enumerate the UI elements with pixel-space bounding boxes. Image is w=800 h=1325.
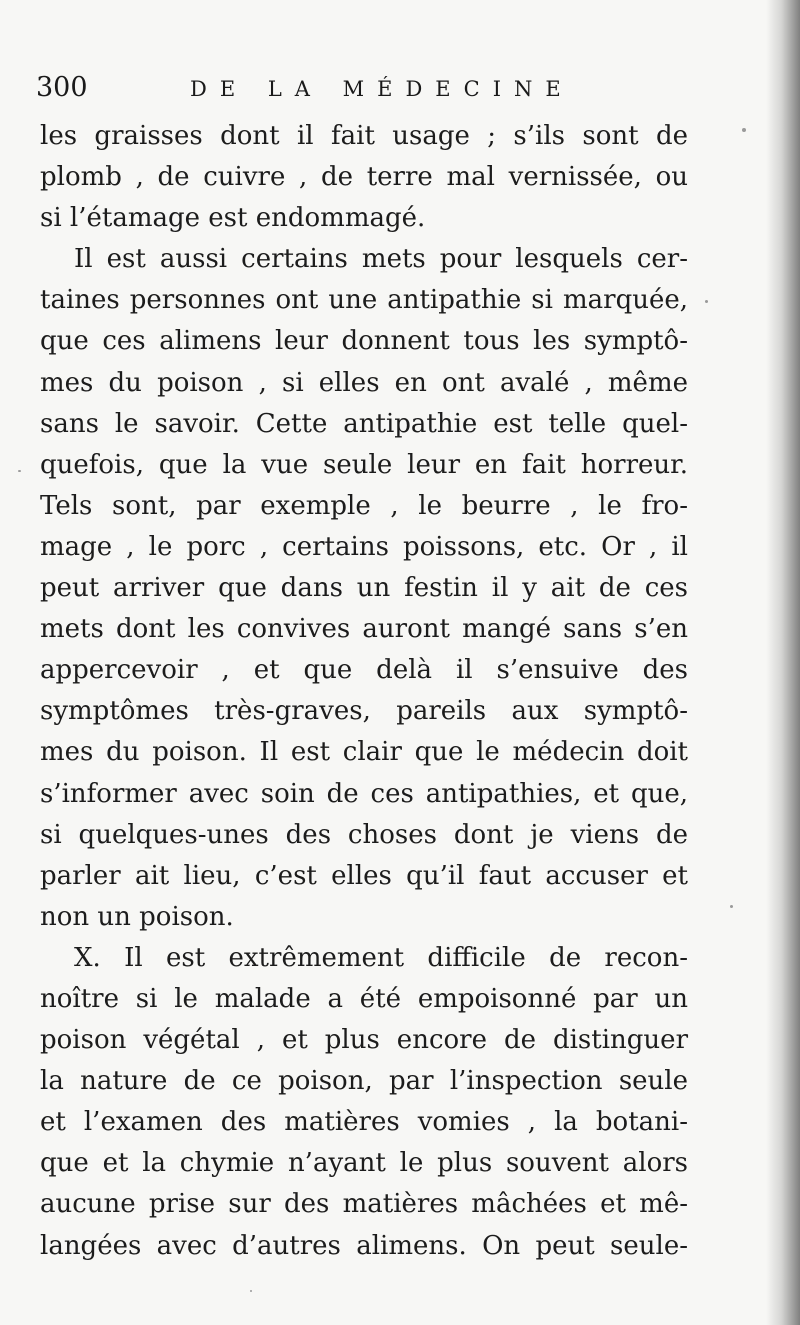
text-line: mes du poison. Il est clair que le médecin doit [40,737,688,768]
text-line: non un poison. [40,901,234,932]
text-line: mets dont les convives auront mangé sans s’en [40,614,688,645]
text-line: peut arriver que dans un festin il y ait de ces [40,573,688,604]
paper-speck [705,300,708,303]
text-line: et l’examen des matières vomies , la botani- [40,1107,688,1138]
text-line: que ces alimens leur donnent tous les symptô- [40,326,688,357]
text-line: appercevoir , et que delà il s’ensuive des [40,655,688,686]
text-line: parler ait lieu, c’est elles qu’il faut accuser et [40,860,688,891]
text-line: quefois, que la vue seule leur en fait horreur. [40,449,688,480]
text-line: que et la chymie n’ayant le plus souvent alors [40,1148,688,1179]
paper-speck [250,1290,252,1292]
text-line: plomb , de cuivre , de terre mal vernissée, ou [40,162,688,193]
text-line: si quelques-unes des choses dont je viens de [40,819,688,850]
text-line: symptômes très-graves, pareils aux symptô- [40,696,688,727]
text-line: mage , le porc , certains poissons, etc. Or , il [40,531,688,562]
text-line: mes du poison , si elles en ont avalé , même [40,367,688,398]
text-line: les graisses dont il fait usage ; s’ils sont de [40,121,688,151]
body-text [40,116,688,1267]
text-line: aucune prise sur des matières mâchées et mê- [40,1189,688,1220]
text-line: la nature de ce poison, par l’inspection seule [40,1066,688,1097]
text-line: sans le savoir. Cette antipathie est telle quel- [40,408,688,439]
paper-speck [742,128,746,132]
text-line: taines personnes ont une antipathie si marquée, [40,285,688,316]
text-line: Il est aussi certains mets pour lesquels cer- [74,244,688,275]
text-line: si l’étamage est endommagé. [40,203,426,234]
text-line: poison végétal , et plus encore de distinguer [40,1025,688,1056]
text-line: s’informer avec soin de ces antipathies, et que, [40,778,688,809]
text-line: Tels sont, par exemple , le beurre , le fro- [40,490,688,521]
page-header [36,70,736,110]
paper-speck [730,905,733,908]
page-binding-shadow [766,0,800,1325]
text-line: X. Il est extrêmement difficile de recon- [74,942,688,973]
page-number: 300 [36,72,88,103]
running-head: DE LA MÉDECINE [190,77,574,101]
text-line: langées avec d’autres alimens. On peut seule- [40,1230,688,1261]
text-line: noître si le malade a été empoisonné par un [40,983,688,1014]
paper-speck [18,470,21,472]
